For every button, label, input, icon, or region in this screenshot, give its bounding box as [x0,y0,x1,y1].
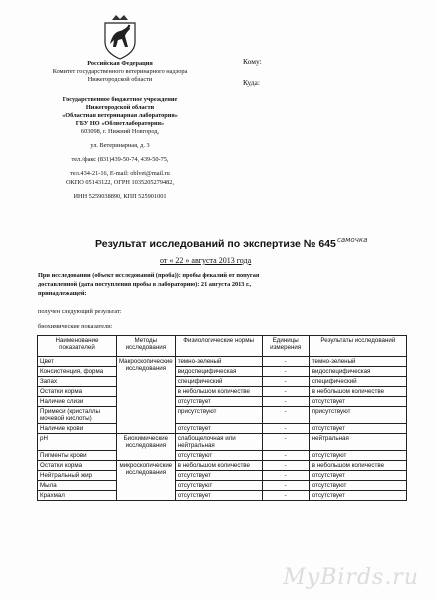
row-name: Примеси (кристаллы мочевой кислоты) [38,407,117,424]
row-name: Цвет [38,357,117,367]
row-result: отсутствует [309,397,406,407]
inst-line-9: ОКПО 05143122, ОГРН 1035205279482, [65,179,175,186]
row-norm: отсутствует [175,471,262,481]
row-unit: - [262,481,309,491]
table-header-row [38,336,407,357]
table-row [38,471,407,481]
row-unit: - [262,397,309,407]
row-norm: темно-зеленый [175,357,262,367]
row-norm: отсутствуют [175,451,262,461]
inst-line-1: Государственное бюджетное учреждение [62,96,178,103]
table-row [38,491,407,501]
inst-line-8: тел.434-21-16, E-mail: oblvet@mail.ru [70,170,170,177]
row-norm: присутствуют [175,407,262,424]
row-name: Консистенция, форма [38,367,117,377]
to-label: Кому: [243,57,262,66]
row-unit: - [262,434,309,451]
row-name: Остатки корма [38,387,117,397]
row-result: присутствуют [309,407,406,424]
row-result: темно-зеленый [309,357,406,367]
table-row [38,387,407,397]
inst-line-4: ГБУ НО «Облветлаборатория» [75,120,165,127]
inst-line-2: Нижегородской области [85,104,155,111]
row-result: видоспецифическая [309,367,406,377]
row-norm: отсутствует [175,424,262,434]
header-cell: Результаты исследований [309,336,406,357]
row-norm: отсутствует [175,491,262,501]
document-title [95,238,336,250]
row-name: Наличие крови [38,424,117,434]
row-unit: - [262,407,309,424]
header-cell: Наименование показателей [38,336,117,357]
row-norm: слабощелочная или нейтральная [175,434,262,451]
inst-line-5: 603098, г. Нижний Новгород, [80,128,160,135]
row-unit: - [262,471,309,481]
row-result: отсутствует [309,424,406,434]
row-result: отсутствуют [309,481,406,491]
org-line-3: Нижегородской области [87,76,153,83]
row-name: pH [38,434,117,451]
row-unit: - [262,451,309,461]
org-line-1: Российская Федерация [87,60,153,67]
inst-line-7: тел./факс (831)439-50-74, 439-50-75, [71,156,169,163]
inst-line-3: «Областная ветеринарная лаборатория» [62,112,178,119]
title-text: Результат исследований по экспертизе [95,238,301,250]
row-name: Наличие слизи [38,397,117,407]
method-cell: микроскопические исследования [116,461,175,501]
row-norm: видоспецифическая [175,367,262,377]
row-result: нейтральная [309,434,406,451]
table-row [38,424,407,434]
row-unit: - [262,461,309,471]
row-unit: - [262,377,309,387]
table-row [38,461,407,471]
row-norm: отсутствует [175,397,262,407]
row-norm: отсутствуют [175,481,262,491]
row-norm: в небольшом количестве [175,461,262,471]
row-result: отсутствует [309,471,406,481]
table-row [38,434,407,451]
table-row [38,451,407,461]
row-unit: - [262,367,309,377]
intro-line-1-text: При исследовании (объект исследований (проба)): пробы фекалий от попугая [38,272,260,279]
header-cell: Физиологические нормы [175,336,262,357]
table-row [38,367,407,377]
method-cell: Биохимические исследования [116,434,175,461]
biochem-intro: биохимические показатели: [38,323,113,330]
row-name: Крахмал [38,491,117,501]
results-table [37,335,407,501]
row-result: отсутствуют [309,451,406,461]
handwritten-note: самочка [337,236,368,244]
result-intro: получен следующий результат: [38,308,122,315]
watermark-logo: MyBirds.ru [283,565,419,590]
table-row [38,377,407,387]
row-unit: - [262,387,309,397]
table-row [38,357,407,367]
header-cell: Единицы измерения [262,336,309,357]
row-result: отсутствует [309,491,406,501]
row-unit: - [262,357,309,367]
table-row [38,481,407,491]
row-result: специфический [309,377,406,387]
row-name: Остатки корма [38,461,117,471]
row-norm: в небольшом количестве [175,387,262,397]
title-number: № 645 [303,238,336,250]
row-unit: - [262,424,309,434]
row-name: Мыла [38,481,117,491]
row-name: Нейтральный жир [38,471,117,481]
row-result: в небольшом количестве [309,387,406,397]
method-cell: Макроскопические исследования [116,357,175,434]
intro-line-2: доставленной (дата поступления пробы в лабораторию): 21 августа 2013 г., [38,281,252,288]
coat-of-arms-icon [100,14,140,60]
intro-line-1 [38,272,408,280]
row-name: Запах [38,377,117,387]
row-name: Пигменты крови [38,451,117,461]
table-row [38,407,407,424]
table-row [38,397,407,407]
row-result: в небольшом количестве [309,461,406,471]
document-date: от « 22 » августа 2013 года [160,256,252,265]
where-label: Куда: [243,78,260,87]
row-unit: - [262,491,309,501]
header-cell: Методы исследования [116,336,175,357]
row-norm: специфический [175,377,262,387]
intro-line-3: принадлежащей: [38,290,87,297]
inst-line-10: ИНН 5259038890, КПП 525901001 [73,193,167,200]
org-line-2: Комитет государственного ветеринарного надзора [52,68,188,75]
inst-line-6: ул. Ветеринарная, д. 3 [90,142,150,149]
